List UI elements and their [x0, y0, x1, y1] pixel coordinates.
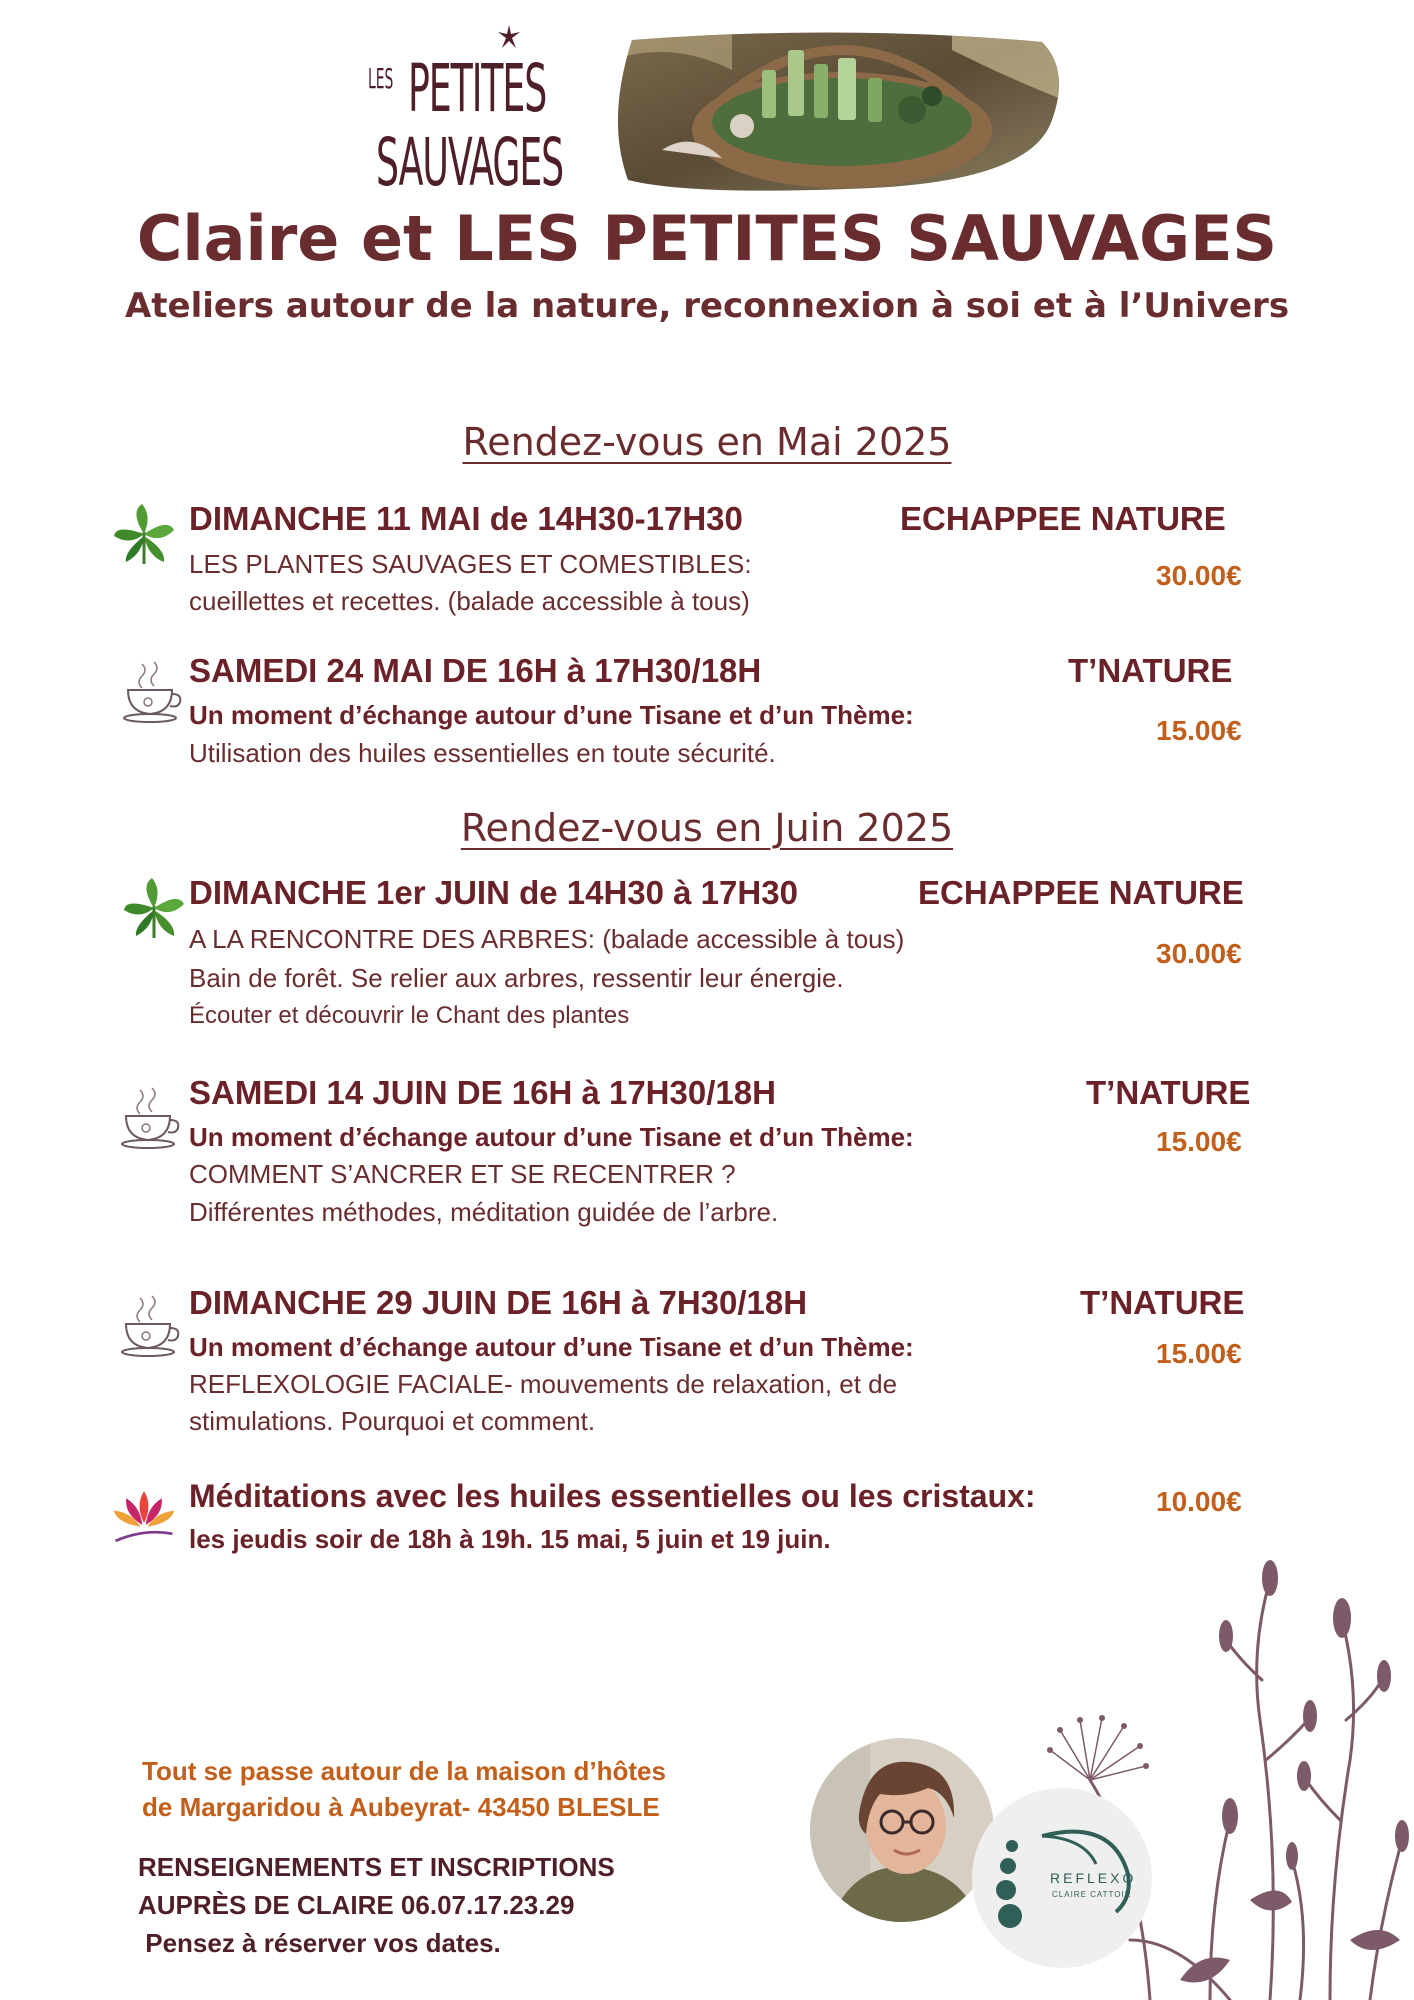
- section-heading-may: Rendez-vous en Mai 2025: [462, 420, 952, 464]
- event-2-category: T’NATURE: [1068, 652, 1233, 689]
- event-5-title: DIMANCHE 29 JUIN DE 16H à 7H30/18H: [189, 1284, 808, 1321]
- event-5-line-2: REFLEXOLOGIE FACIALE- mouvements de relaxation, et de: [189, 1369, 898, 1399]
- logo-line-2: SAUVAGES: [376, 124, 564, 201]
- event-1-line-2: cueillettes et recettes. (balade accessible à tous): [189, 586, 750, 616]
- footer-info-line-3: Pensez à réserver vos dates.: [138, 1928, 501, 1958]
- event-6-line-1: les jeudis soir de 18h à 19h. 15 mai, 5 juin et 19 juin.: [189, 1524, 831, 1554]
- reflexo-name: REFLEXO: [1050, 1870, 1137, 1886]
- event-3-line-1: A LA RENCONTRE DES ARBRES: (balade accessible à tous): [189, 924, 905, 954]
- event-5-price: 15.00€: [1156, 1338, 1242, 1369]
- section-heading-june: Rendez-vous en Juin 2025: [460, 806, 954, 850]
- event-4-line-2: COMMENT S’ANCRER ET SE RECENTRER ?: [189, 1159, 736, 1189]
- logo-line-1: PETITES: [408, 50, 547, 127]
- footer-location-line-1: Tout se passe autour de la maison d’hôtes: [142, 1756, 666, 1786]
- event-3-line-2: Bain de forêt. Se relier aux arbres, ressentir leur énergie.: [189, 963, 844, 993]
- teacup-icon: [120, 1294, 184, 1358]
- reflexo-owner: CLAIRE CATTOIR: [1052, 1890, 1132, 1899]
- event-3-category: ECHAPPEE NATURE: [918, 874, 1244, 911]
- lotus-icon: [112, 1484, 176, 1548]
- page-subtitle: Ateliers autour de la nature, reconnexion à soi et à l’Univers: [124, 286, 1290, 326]
- event-2-price: 15.00€: [1156, 715, 1242, 746]
- event-4-category: T’NATURE: [1086, 1074, 1251, 1111]
- event-5-category: T’NATURE: [1080, 1284, 1245, 1321]
- leaf-icon: [112, 502, 176, 566]
- footer-contact-phone: AUPRÈS DE CLAIRE 06.07.17.23.29: [138, 1890, 575, 1920]
- event-2-title: SAMEDI 24 MAI DE 16H à 17H30/18H: [189, 652, 762, 689]
- footer-info-line-1: RENSEIGNEMENTS ET INSCRIPTIONS: [138, 1852, 615, 1882]
- brand-logo: [368, 32, 588, 202]
- event-1-category: ECHAPPEE NATURE: [900, 500, 1226, 537]
- event-3-title: DIMANCHE 1er JUIN de 14H30 à 17H30: [189, 874, 798, 911]
- star-icon: [496, 24, 522, 50]
- reflexo-logo: [972, 1788, 1152, 1968]
- event-6-price: 10.00€: [1156, 1486, 1242, 1517]
- event-1-title: DIMANCHE 11 MAI de 14H30-17H30: [189, 500, 743, 537]
- footer-location-line-2: de Margaridou à Aubeyrat- 43450 BLESLE: [142, 1792, 660, 1822]
- event-1-price: 30.00€: [1156, 560, 1242, 591]
- event-2-line-2: Utilisation des huiles essentielles en toute sécurité.: [189, 738, 776, 768]
- event-1-line-1: LES PLANTES SAUVAGES ET COMESTIBLES:: [189, 549, 752, 579]
- event-4-price: 15.00€: [1156, 1126, 1242, 1157]
- event-3-line-3: Écouter et découvrir le Chant des plantes: [189, 1002, 630, 1029]
- page-title: Claire et LES PETITES SAUVAGES: [136, 202, 1278, 275]
- logo-les: LES: [368, 62, 394, 95]
- event-4-line-1: Un moment d’échange autour d’une Tisane et d’un Thème:: [189, 1122, 914, 1152]
- event-4-title: SAMEDI 14 JUIN DE 16H à 17H30/18H: [189, 1074, 776, 1111]
- event-2-line-1: Un moment d’échange autour d’une Tisane et d’un Thème:: [189, 700, 914, 730]
- event-6-title: Méditations avec les huiles essentielles ou les cristaux:: [189, 1478, 1036, 1514]
- leaf-icon: [122, 876, 186, 940]
- avatar: [810, 1738, 994, 1922]
- event-4-line-3: Différentes méthodes, méditation guidée de l’arbre.: [189, 1197, 779, 1227]
- event-5-line-1: Un moment d’échange autour d’une Tisane et d’un Thème:: [189, 1332, 914, 1362]
- teacup-icon: [120, 1086, 184, 1150]
- event-3-price: 30.00€: [1156, 938, 1242, 969]
- event-5-line-3: stimulations. Pourquoi et comment.: [189, 1406, 596, 1436]
- teacup-icon: [122, 660, 186, 724]
- herb-basket-photo: [612, 30, 1064, 192]
